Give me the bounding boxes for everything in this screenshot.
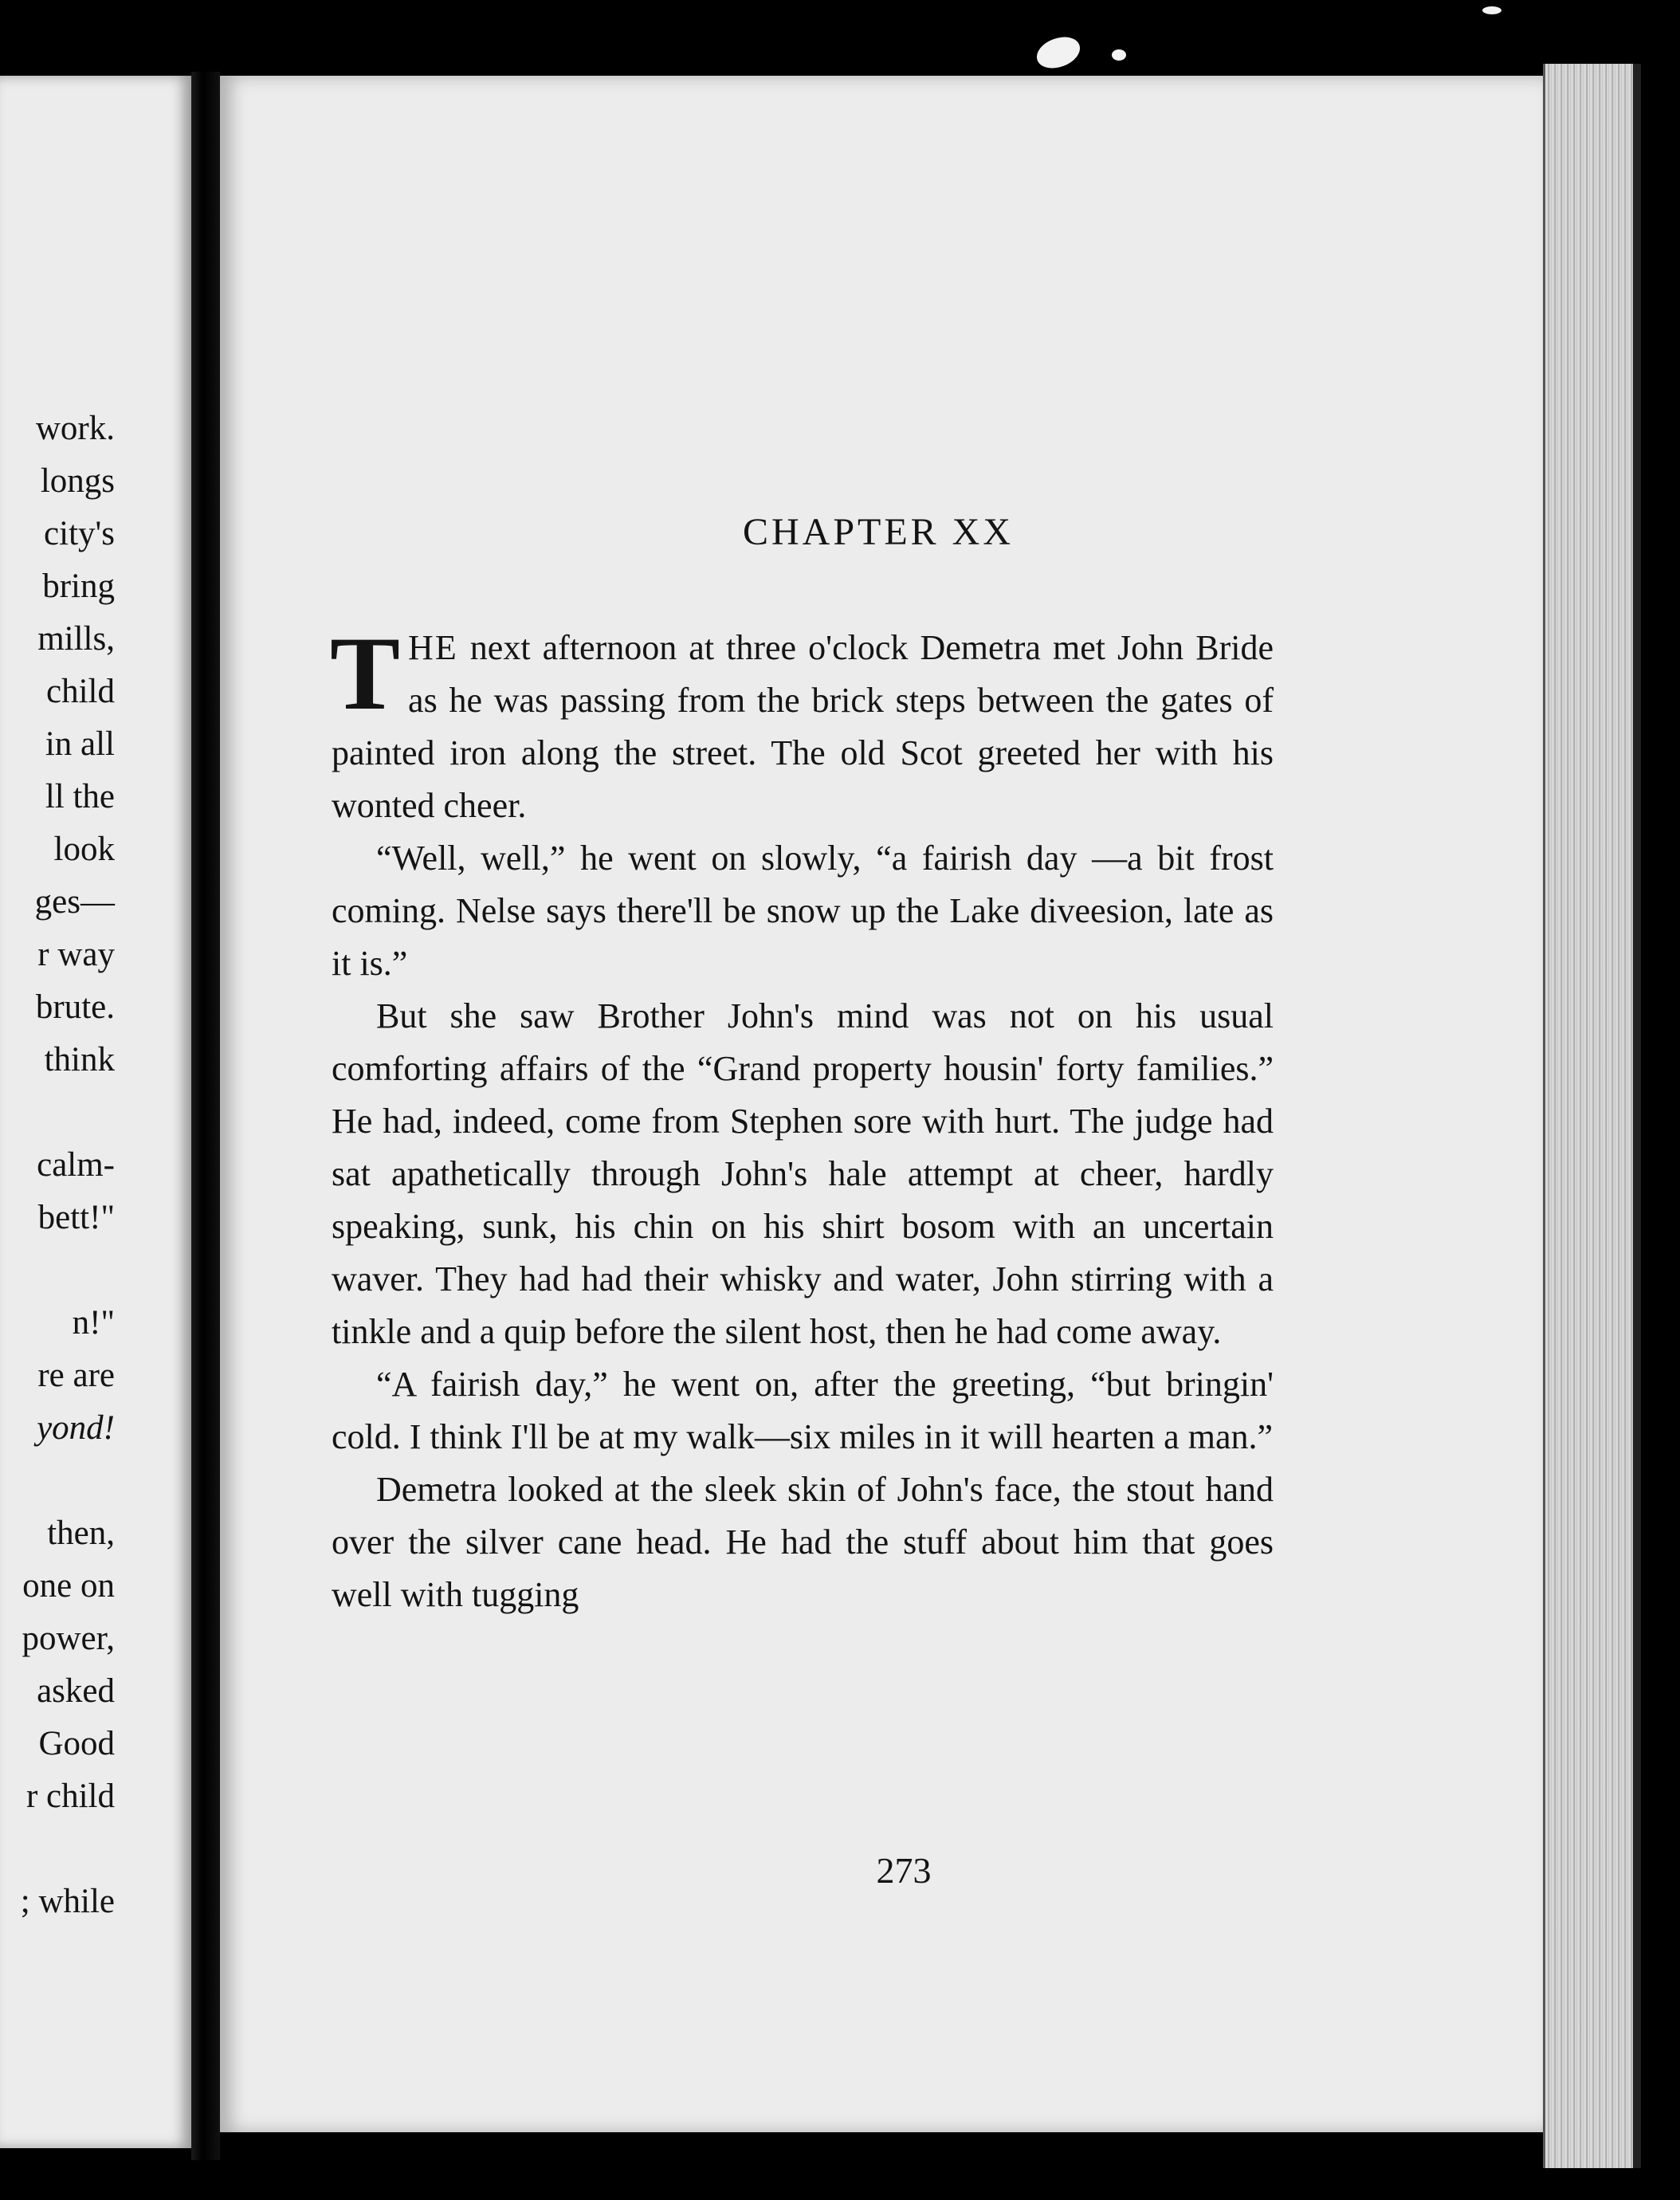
paragraph-1-text: next afternoon at three o'clock Demetra met John Bride as he was passing from the brick steps between the gates of painted iron along the street. The old Scot greeted her with his wonted cheer. [332,628,1274,825]
paragraph-4: “A fairish day,” he went on, after the greeting, “but bringin' cold. I think I'll be at my walk—six miles in it will hearten a man.” [332,1365,1274,1456]
book-gutter [191,72,220,2160]
previous-page-line [21,1823,115,1876]
previous-page-line: then, [47,1514,115,1552]
previous-page-line: power, [22,1620,115,1657]
paragraph-3: But she saw Brother John's mind was not on his usual comforting affairs of the “Grand property housin' forty families.” He had, indeed, come from Stephen sore with hurt. The judge had sat apathetically through John's hale attempt at cheer, hardly speaking, sunk, his chin on his shirt bosom with an uncertain waver. They had had their whisky and water, John stirring with a tinkle and a quip before the silent host, then he had come away. [332,996,1274,1351]
previous-page-line: calm- [37,1146,115,1184]
previous-page-fragment [0,76,191,2148]
previous-page-text [21,403,115,1928]
previous-page-line: yond! [37,1409,115,1447]
previous-page-line: n!" [72,1304,115,1342]
first-word-rest: HE [408,628,458,667]
previous-page-line: bett!" [37,1199,115,1236]
page-edges [1543,64,1641,2168]
previous-page-line [21,1455,115,1507]
previous-page-line: Good [38,1725,115,1762]
scan-speck [1112,49,1126,61]
chapter-title: CHAPTER XX [742,511,1015,553]
previous-page-line: r way [37,936,115,973]
previous-page-line: city's [44,515,115,552]
previous-page-line: look [53,831,115,868]
previous-page-line: bring [42,568,115,605]
page-number: 273 [876,1850,932,1891]
scan-speck [1033,32,1085,74]
paragraph-5: Demetra looked at the sleek skin of John's face, the stout hand over the silver cane head. He had the stuff about him that goes well with tugging [332,1470,1274,1614]
previous-page-line: asked [37,1672,115,1710]
previous-page-line [21,1086,115,1139]
previous-page-line: mills, [37,620,115,658]
previous-page-line: r child [26,1778,115,1815]
body-text [330,615,1274,1621]
previous-page-line: in all [45,725,115,763]
previous-page-line: ges— [34,883,115,921]
previous-page-line: one on [22,1567,115,1605]
paragraph-1 [330,615,1274,832]
previous-page-line: ; while [20,1883,115,1920]
previous-page-line [21,1244,115,1297]
previous-page-line: work. [35,410,115,447]
previous-page-line: re are [37,1357,115,1394]
previous-page-line: think [44,1041,115,1078]
previous-page-line: brute. [35,988,115,1026]
previous-page-line: child [46,673,115,710]
current-page [220,76,1543,2132]
previous-page-line: longs [40,462,115,500]
previous-page-line: ll the [45,778,115,815]
scan-speck [1482,6,1501,14]
drop-cap: T [330,615,401,732]
paragraph-2: “Well, well,” he went on slowly, “a fairish day —a bit frost coming. Nelse says there'll be snow up the Lake diveesion, late as it is.” [332,839,1274,983]
